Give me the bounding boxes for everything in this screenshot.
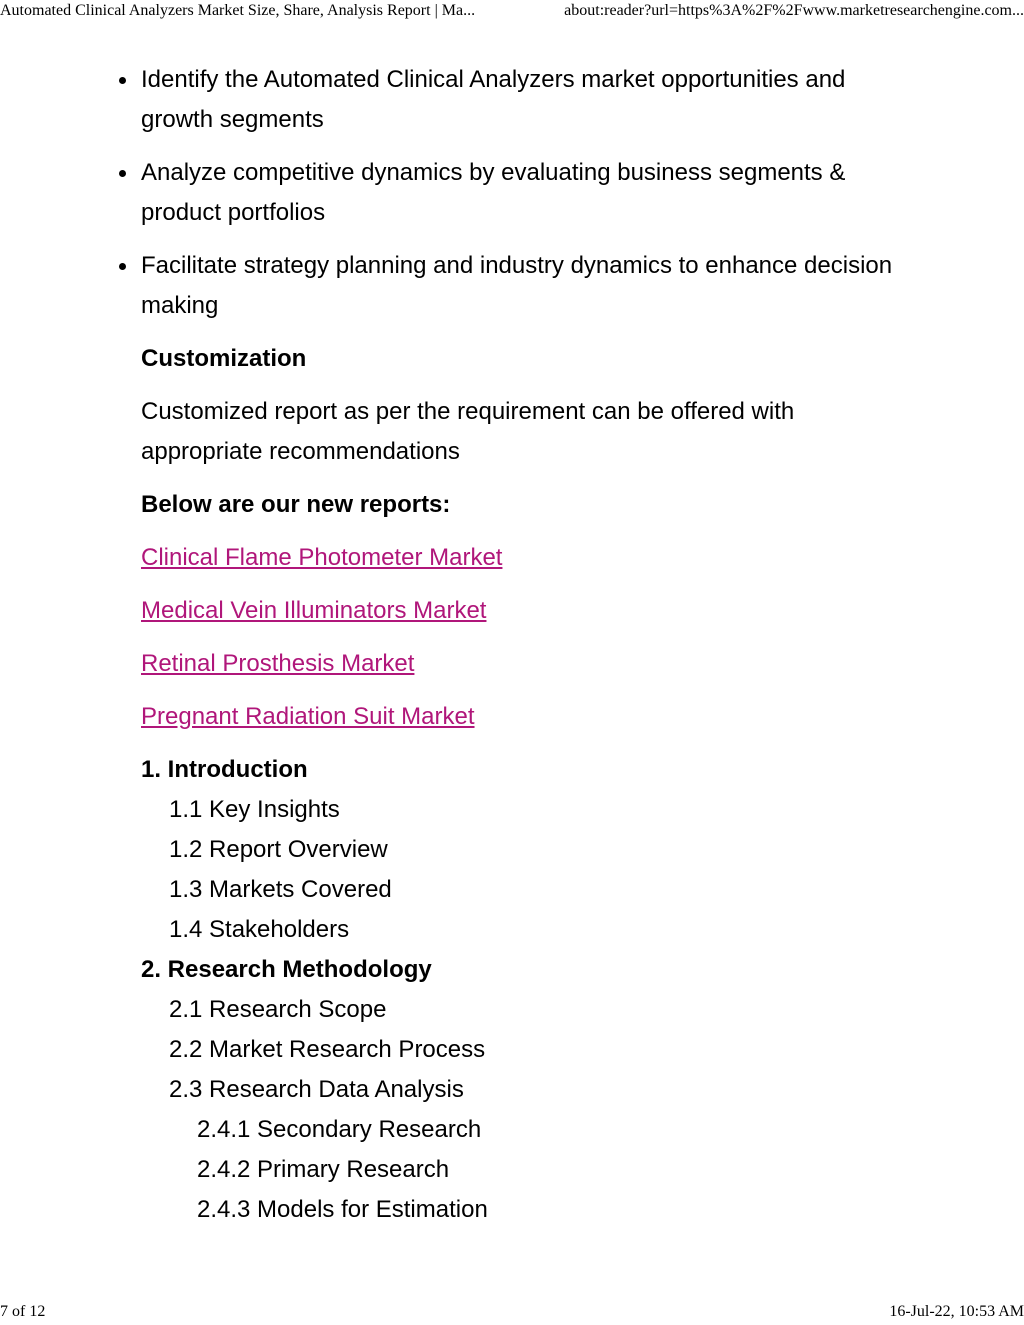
toc-item: 1.4 Stakeholders <box>169 916 350 943</box>
list-item-text: Facilitate strategy planning and industry dynamics to enhance decision making <box>141 252 893 319</box>
customization-heading: Customization <box>141 345 307 372</box>
toc-subitem: 2.4.1 Secondary Research <box>197 1116 482 1143</box>
report-link-pregnant-radiation-suit[interactable]: Pregnant Radiation Suit Market <box>141 703 475 730</box>
list-item-text: Analyze competitive dynamics by evaluating business segments & product portfolios <box>141 159 846 226</box>
report-link-clinical-flame-photometer[interactable]: Clinical Flame Photometer Market <box>141 544 503 571</box>
list-item <box>141 246 901 326</box>
list-item <box>141 60 901 140</box>
toc-item: 2.1 Research Scope <box>169 996 387 1023</box>
bullet-list <box>141 60 901 326</box>
reader-content <box>141 60 901 1230</box>
customization-text: Customized report as per the requirement can be offered with appropriate recommendations <box>141 398 795 465</box>
list-item <box>141 153 901 233</box>
report-link-retinal-prosthesis[interactable]: Retinal Prosthesis Market <box>141 650 415 677</box>
table-of-contents <box>141 750 901 1230</box>
toc-item: 1.3 Markets Covered <box>169 876 392 903</box>
print-timestamp: 16-Jul-22, 10:53 AM <box>889 1303 1024 1320</box>
new-reports-heading: Below are our new reports: <box>141 491 451 518</box>
list-item-text: Identify the Automated Clinical Analyzers market opportunities and growth segments <box>141 66 846 133</box>
toc-subitem: 2.4.3 Models for Estimation <box>197 1196 488 1223</box>
report-link-medical-vein-illuminators[interactable]: Medical Vein Illuminators Market <box>141 597 487 624</box>
toc-item: 1.2 Report Overview <box>169 836 388 863</box>
bullet-icon <box>119 77 126 84</box>
page-title: Automated Clinical Analyzers Market Size, Share, Analysis Report | Ma... <box>0 2 476 19</box>
toc-item: 1.1 Key Insights <box>169 796 340 823</box>
toc-item: 2.3 Research Data Analysis <box>169 1076 464 1103</box>
toc-item: 2.2 Market Research Process <box>169 1036 486 1063</box>
page-count: 7 of 12 <box>0 1303 46 1320</box>
toc-heading-research-methodology: 2. Research Methodology <box>141 956 432 983</box>
toc-subitem: 2.4.2 Primary Research <box>197 1156 450 1183</box>
print-header <box>0 0 1024 24</box>
print-footer <box>0 1301 1024 1325</box>
toc-heading-introduction: 1. Introduction <box>141 756 308 783</box>
bullet-icon <box>119 263 126 270</box>
bullet-icon <box>119 170 126 177</box>
page-url: about:reader?url=https%3A%2F%2Fwww.marketresearchengine.com... <box>564 2 1024 19</box>
